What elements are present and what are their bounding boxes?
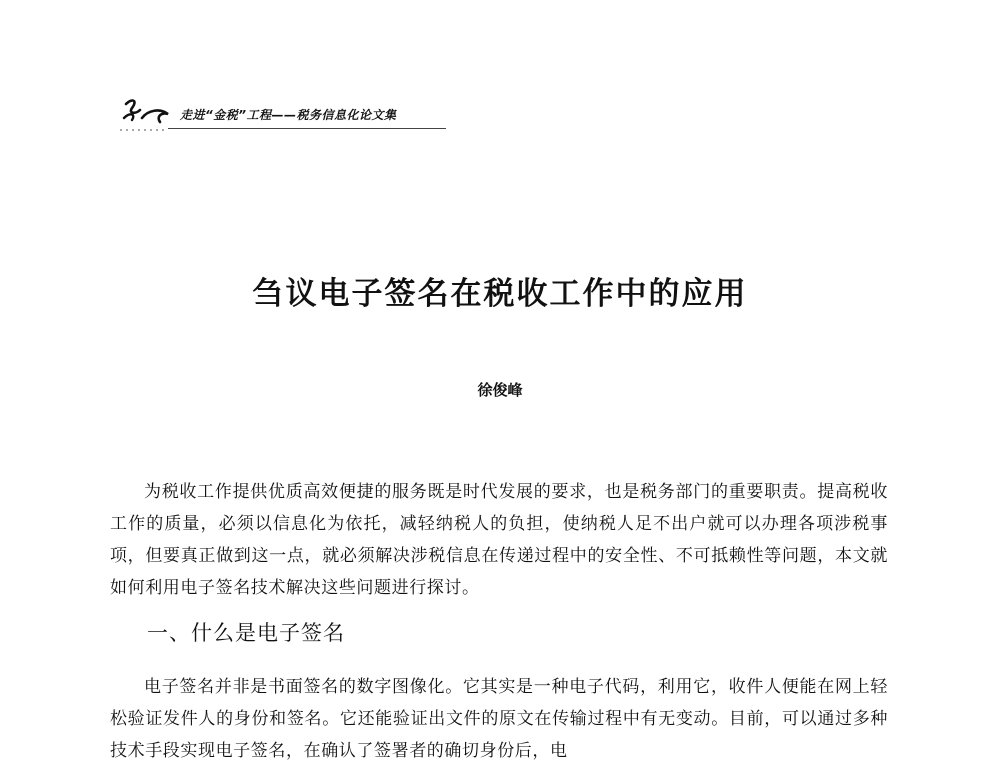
body-paragraph: 电子签名并非是书面签名的数字图像化。它其实是一种电子代码，利用它，收件人便能在网上轻松验证发件人的身份和签名。它还能验证出文件的原文在传输过程中有无变动。目前，可以通过多种技术手段实现电子签名，在确认了签署者的确切身份后，电: [110, 677, 888, 761]
article-author: [0, 379, 1000, 400]
intro-paragraph: 为税收工作提供优质高效便捷的服务既是时代发展的要求，也是税务部门的重要职责。提高税收工作的质量，必须以信息化为依托，减轻纳税人的负担，使纳税人足不出户就可以办理各项涉税事项，但要真正做到这一点，就必须解决涉税信息在传递过程中的安全性、不可抵赖性等问题，本文就如何利用电子签名技术解决这些问题进行探讨。: [110, 482, 888, 598]
series-title: 走进“金税”工程——税务信息化论文集: [180, 108, 397, 122]
section-heading: 一、什么是电子签名: [147, 621, 345, 645]
calligraphy-logo-icon: [116, 92, 176, 136]
article-title: 刍议电子签名在税收工作中的应用: [252, 276, 748, 312]
running-header: [116, 92, 446, 142]
author-name: 徐俊峰: [477, 381, 523, 399]
header-rule: [168, 128, 446, 129]
